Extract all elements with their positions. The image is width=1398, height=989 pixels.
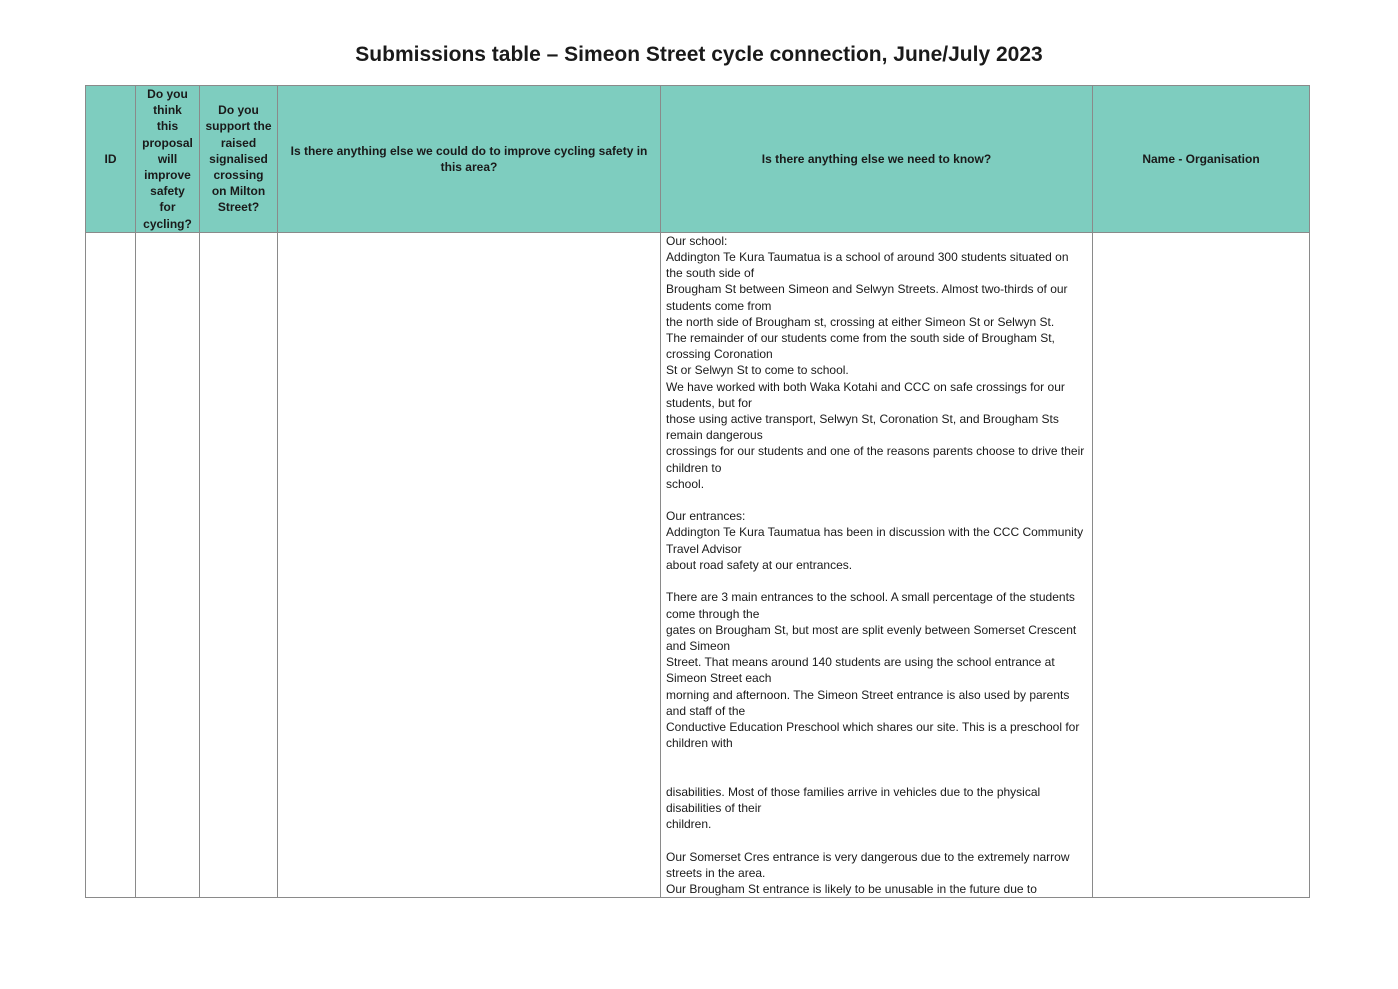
table-row — [86, 232, 1310, 897]
cell-need-to-know — [661, 232, 1093, 897]
header-name-organisation: Name - Organisation — [1093, 86, 1310, 233]
cell-support-crossing — [200, 232, 278, 897]
header-support-crossing: Do you support the raised signalised crossing on Milton Street? — [200, 86, 278, 233]
cell-name-organisation — [1093, 232, 1310, 897]
document-title: Submissions table – Simeon Street cycle connection, June/July 2023 — [355, 43, 1043, 66]
table-header-row — [86, 86, 1310, 233]
need-to-know-response-text: Our school: Addington Te Kura Taumatua is a school of around 300 students situated on the south side of Brougham St between Simeon and Selwyn Streets. Almost two-thirds of our students come from the north side of Brougham st, crossing at either Simeon St or Selwyn St. The remainder of our students come from the south side of Brougham St, crossing Coronation St or Selwyn St to come to school. We have worked with both Waka Kotahi and CCC on safe crossings for our students, but for those using active transport, Selwyn St, Coronation St, and Brougham Sts remain dangerous crossings for our students and one of the reasons parents choose to drive their children to school. Our entrances: Addington Te Kura Taumatua has been in discussion with the CCC Community Travel Advisor about road safety at our entrances. There are 3 main entrances to the school. A small percentage of the students come through the gates on Brougham St, but most are split evenly between Somerset Crescent and Simeon Street. That means around 140 students are using the school entrance at Simeon Street each morning and afternoon. The Simeon Street entrance is also used by parents and staff of the Conductive Education Preschool which shares our site. This is a preschool for children with disabilities. Most of those families arrive in vehicles due to the physical disabilities of their children. Our Somerset Cres entrance is very dangerous due to the extremely narrow streets in the area. Our Brougham St entrance is likely to be unusable in the future due to — [666, 233, 1085, 896]
cell-improve-safety — [136, 232, 200, 897]
header-improve-safety: Do you think this proposal will improve safety for cycling? — [136, 86, 200, 233]
header-need-to-know: Is there anything else we need to know? — [661, 86, 1093, 233]
header-anything-else-cycling: Is there anything else we could do to improve cycling safety in this area? — [278, 86, 661, 233]
submissions-table — [85, 85, 1310, 898]
cell-anything-else-cycling — [278, 232, 661, 897]
header-id: ID — [86, 86, 136, 233]
cell-id — [86, 232, 136, 897]
